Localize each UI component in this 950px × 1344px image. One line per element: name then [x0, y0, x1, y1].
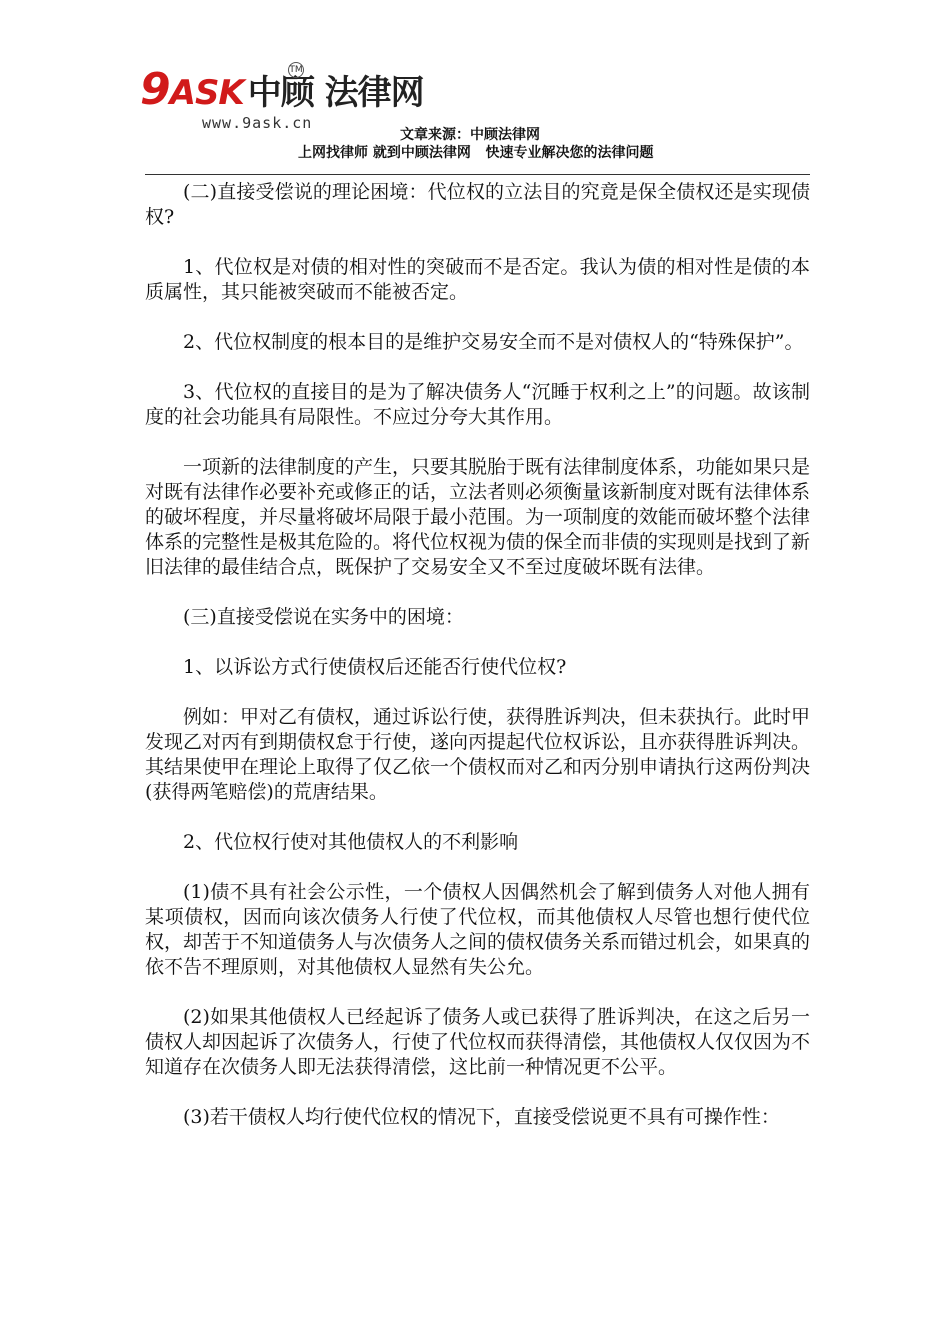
logo-nine: 9: [140, 64, 170, 115]
logo-wordmark: [140, 64, 424, 115]
logo-url: www.9ask.cn: [202, 114, 313, 132]
header-divider: [145, 174, 810, 175]
trademark-icon: TM: [288, 62, 304, 78]
paragraph: 一项新的法律制度的产生，只要其脱胎于既有法律制度体系，功能如果只是对既有法律作必要补充或修正的话，立法者则必须衡量该新制度对既有法律体系的破坏程度，并尽量将破坏局限于最小范围。为一项制度的效能而破坏整个法律体系的完整性是极其危险的。将代位权视为债的保全而非债的实现则是找到了新旧法律的最佳结合点，既保护了交易安全又不至过度破坏既有法律。: [145, 456, 811, 578]
site-tagline: 上网找律师 就到中顾法律网 快速专业解决您的法律问题: [298, 145, 654, 161]
paragraph: 1、代位权是对债的相对性的突破而不是否定。我认为债的相对性是债的本质属性，其只能被突破而不能被否定。: [145, 256, 810, 303]
paragraph: 1、以诉讼方式行使债权后还能否行使代位权?: [183, 656, 567, 678]
paragraph: 例如：甲对乙有债权，通过诉讼行使，获得胜诉判决，但未获执行。此时甲发现乙对丙有到期债权怠于行使，遂向丙提起代位权诉讼，且亦获得胜诉判决。其结果使甲在理论上取得了仅乙依一个债权而对乙和丙分别申请执行这两份判决(获得两笔赔偿)的荒唐结果。: [145, 706, 811, 803]
paragraph: (3)若干债权人均行使代位权的情况下，直接受偿说更不具有可操作性：: [183, 1106, 780, 1128]
article-source: 文章来源：中顾法律网: [400, 127, 540, 143]
paragraph: (2)如果其他债权人已经起诉了债务人或已获得了胜诉判决，在这之后另一债权人却因起诉了次债务人，行使了代位权而获得清偿，其他债权人仅仅因为不知道存在次债务人即无法获得清偿，这比前一种情况更不公平。: [145, 1006, 811, 1078]
logo-ask: ASK: [169, 73, 244, 113]
paragraph: (二)直接受偿说的理论困境：代位权的立法目的究竟是保全债权还是实现债权?: [145, 181, 810, 228]
paragraph: (1)债不具有社会公示性，一个债权人因偶然机会了解到债务人对他人拥有某项债权，因而向该次债务人行使了代位权，而其他债权人尽管也想行使代位权，却苦于不知道债务人与次债务人之间的债权债务关系而错过机会，如果真的依不告不理原则，对其他债权人显然有失公允。: [145, 881, 811, 978]
paragraph: 3、代位权的直接目的是为了解决债务人“沉睡于权利之上”的问题。故该制度的社会功能具有局限性。不应过分夸大其作用。: [145, 381, 810, 428]
paragraph: (三)直接受偿说在实务中的困境：: [183, 606, 464, 628]
paragraph: 2、代位权制度的根本目的是维护交易安全而不是对债权人的“特殊保护”。: [183, 331, 804, 353]
article-body: [145, 180, 810, 1155]
site-logo: [140, 64, 424, 136]
paragraph: 2、代位权行使对其他债权人的不利影响: [183, 831, 519, 853]
logo-cn: 中顾 法律网: [247, 73, 424, 113]
